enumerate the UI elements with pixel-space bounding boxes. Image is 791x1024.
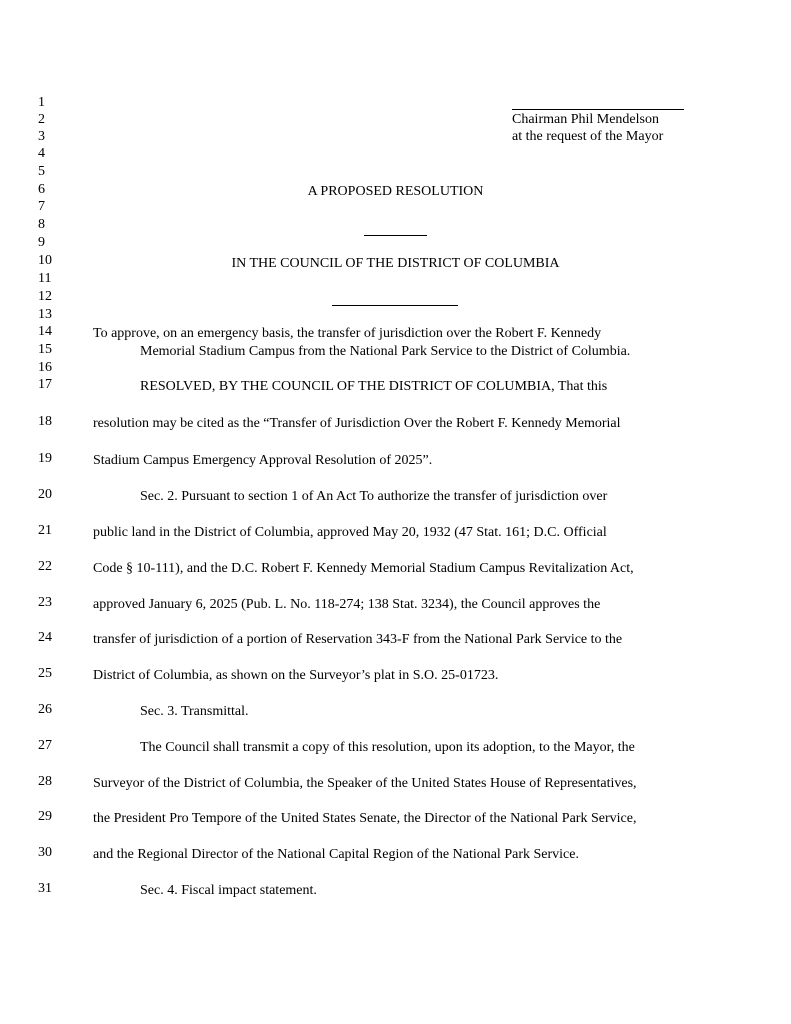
line-number: 10: [38, 253, 52, 268]
line-number: 11: [38, 271, 52, 286]
body-line: and the Regional Director of the National Capital Region of the National Park Service.: [93, 847, 579, 862]
sponsor-name: Chairman Phil Mendelson: [512, 112, 659, 127]
line-number: 1: [38, 95, 45, 110]
heading-rule-short: [364, 235, 427, 236]
body-line: Surveyor of the District of Columbia, the Speaker of the United States House of Representatives,: [93, 776, 637, 791]
body-line: resolution may be cited as the “Transfer of Jurisdiction Over the Robert F. Kennedy Memorial: [93, 416, 621, 431]
sponsor-note: at the request of the Mayor: [512, 129, 664, 144]
line-number: 13: [38, 307, 52, 322]
line-number: 31: [38, 881, 52, 896]
line-number: 26: [38, 702, 52, 717]
signature-line: [512, 109, 684, 110]
line-number: 18: [38, 414, 52, 429]
line-number: 27: [38, 738, 52, 753]
council-title: IN THE COUNCIL OF THE DISTRICT OF COLUMBIA: [231, 256, 560, 271]
line-number: 4: [38, 146, 45, 161]
body-line: District of Columbia, as shown on the Surveyor’s plat in S.O. 25-01723.: [93, 668, 499, 683]
line-number: 22: [38, 559, 52, 574]
body-line: Code § 10-111), and the D.C. Robert F. Kennedy Memorial Stadium Campus Revitalization Act,: [93, 561, 634, 576]
line-number: 12: [38, 289, 52, 304]
line-number: 29: [38, 809, 52, 824]
section-4-heading: Sec. 4. Fiscal impact statement.: [140, 883, 317, 898]
long-title-line: To approve, on an emergency basis, the transfer of jurisdiction over the Robert F. Kennedy: [93, 326, 602, 341]
line-number: 9: [38, 235, 45, 250]
body-line: transfer of jurisdiction of a portion of Reservation 343-F from the National Park Service to the: [93, 632, 623, 647]
line-number: 20: [38, 487, 52, 502]
heading-rule-long: [332, 305, 458, 306]
resolved-clause: RESOLVED, BY THE COUNCIL OF THE DISTRICT OF COLUMBIA, That this: [140, 379, 608, 394]
body-line: approved January 6, 2025 (Pub. L. No. 118-274; 138 Stat. 3234), the Council approves the: [93, 597, 601, 612]
line-number: 15: [38, 342, 52, 357]
line-number: 5: [38, 164, 45, 179]
long-title-line: Memorial Stadium Campus from the National Park Service to the District of Columbia.: [140, 344, 631, 359]
line-number: 3: [38, 129, 45, 144]
line-number: 24: [38, 630, 52, 645]
body-line: public land in the District of Columbia, approved May 20, 1932 (47 Stat. 161; D.C. Official: [93, 525, 607, 540]
line-number: 8: [38, 217, 45, 232]
line-number: 2: [38, 112, 45, 127]
line-number: 23: [38, 595, 52, 610]
line-number: 17: [38, 377, 52, 392]
body-line: the President Pro Tempore of the United States Senate, the Director of the National Park Service,: [93, 811, 637, 826]
line-number: 6: [38, 182, 45, 197]
line-number: 30: [38, 845, 52, 860]
section-3-text: The Council shall transmit a copy of this resolution, upon its adoption, to the Mayor, the: [140, 740, 635, 755]
line-number: 14: [38, 324, 52, 339]
proposed-resolution-title: A PROPOSED RESOLUTION: [307, 184, 484, 199]
section-3-heading: Sec. 3. Transmittal.: [140, 704, 249, 719]
body-line: Stadium Campus Emergency Approval Resolution of 2025”.: [93, 453, 433, 468]
line-number: 25: [38, 666, 52, 681]
section-2-text: Sec. 2. Pursuant to section 1 of An Act To authorize the transfer of jurisdiction over: [140, 489, 608, 504]
line-number: 7: [38, 199, 45, 214]
line-number: 19: [38, 451, 52, 466]
line-number: 28: [38, 774, 52, 789]
line-number: 16: [38, 360, 52, 375]
line-number: 21: [38, 523, 52, 538]
